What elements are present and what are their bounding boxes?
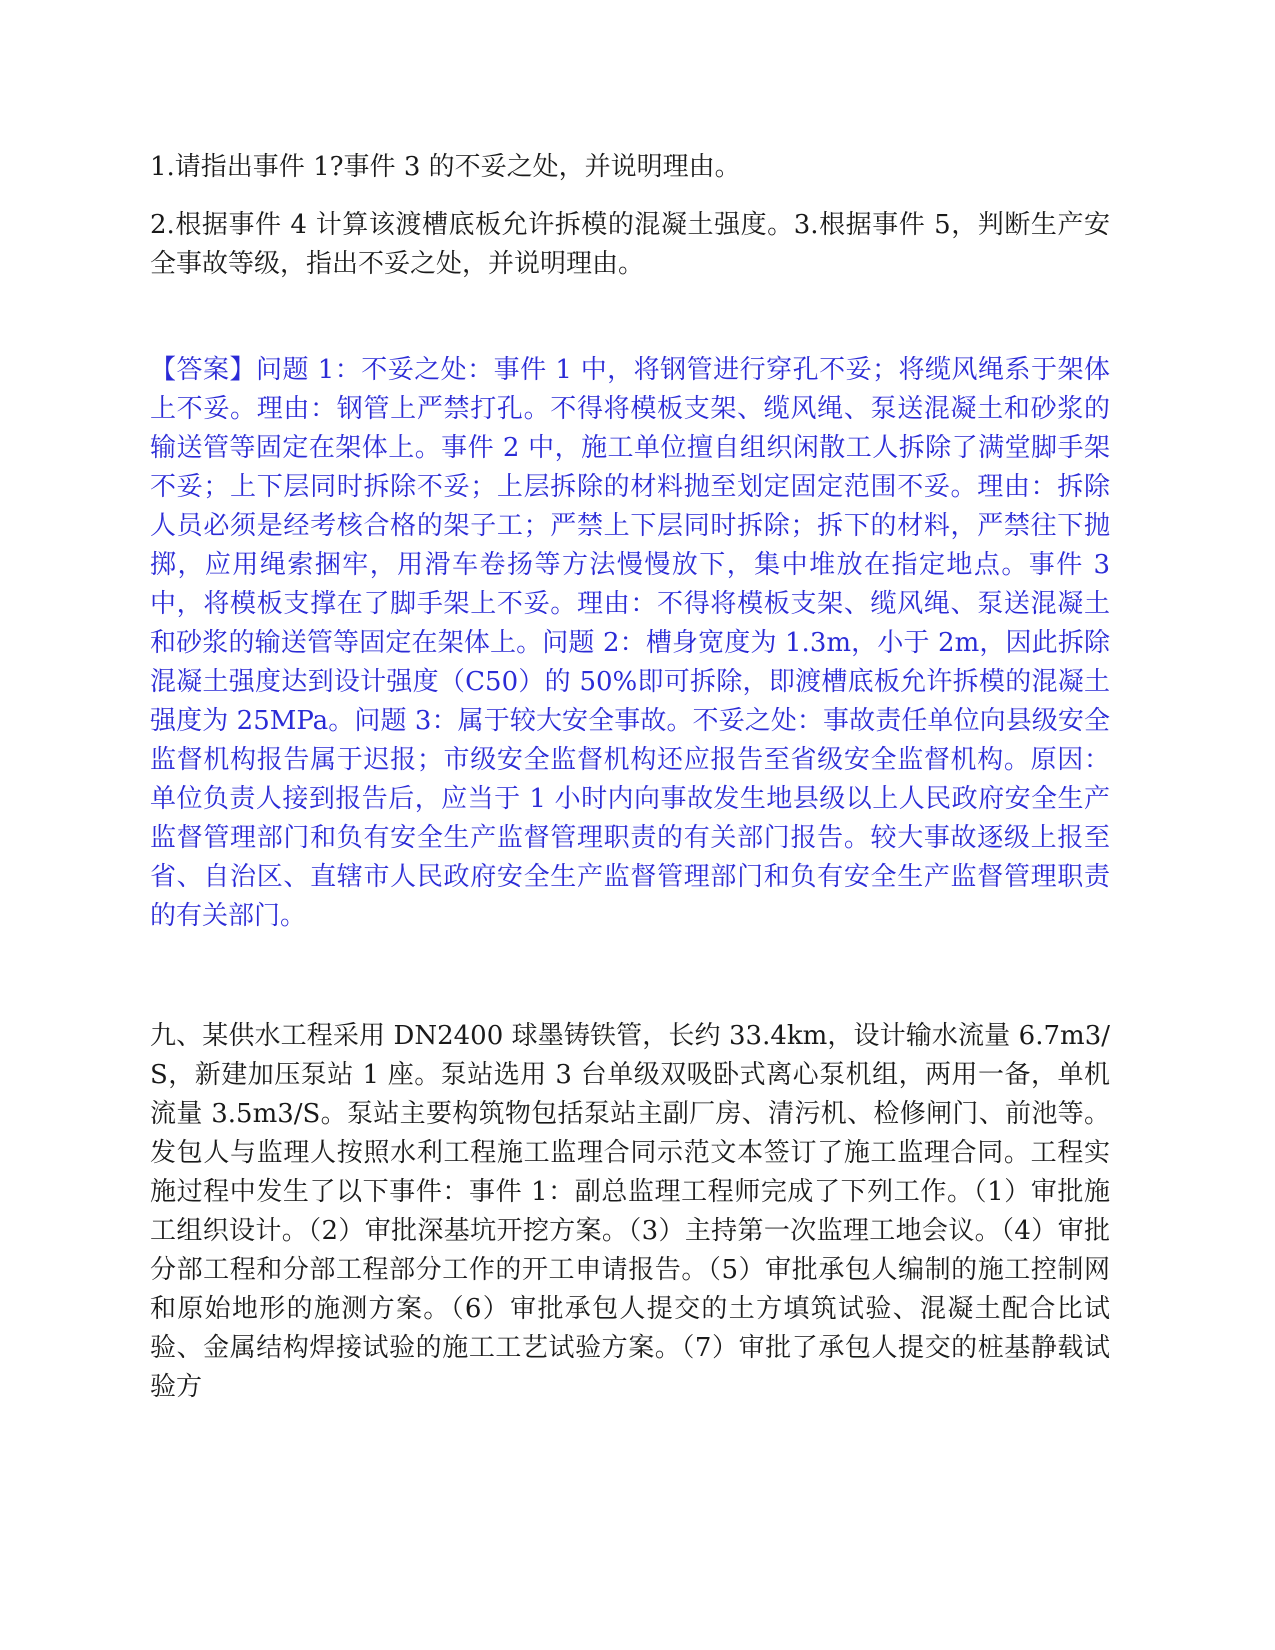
question-nine-text: 九、某供水工程采用 DN2400 球墨铸铁管，长约 33.4km，设计输水流量 6.7m3/S，新建加压泵站 1 座。泵站选用 3 台单级双吸卧式离心泵机组，两用一备，单机流量 3.5m3/S。泵站主要构筑物包括泵站主副厂房、清污机、检修闸门、前池等。发包人与监理人按照水利工程施工监理合同示范文本签订了施工监理合同。工程实施过程中发生了以下事件：事件 1：副总监理工程师完成了下列工作。（1）审批施工组织设计。（2）审批深基坑开挖方案。（3）主持第一次监理工地会议。（4）审批分部工程和分部工程部分工作的开工申请报告。（5）审批承包人编制的施工控制网和原始地形的施测方案。（6）审批承包人提交的土方填筑试验、混凝土配合比试验、金属结构焊接试验的施工工艺试验方案。（7）审批了承包人提交的桩基静载试验方 (150, 1021, 1110, 1402)
answer-text: 【答案】问题 1：不妥之处：事件 1 中，将钢管进行穿孔不妥；将缆风绳系于架体上不妥。理由：钢管上严禁打孔。不得将模板支架、缆风绳、泵送混凝土和砂浆的输送管等固定在架体上。事件 2 中，施工单位擅自组织闲散工人拆除了满堂脚手架不妥；上下层同时拆除不妥；上层拆除的材料抛至划定固定范围不妥。理由：拆除人员必须是经考核合格的架子工；严禁上下层同时拆除；拆下的材料，严禁往下抛掷，应用绳索捆牢，用滑车卷扬等方法慢慢放下，集中堆放在指定地点。事件 3 中，将模板支撑在了脚手架上不妥。理由：不得将模板支架、缆风绳、泵送混凝土和砂浆的输送管等固定在架体上。问题 2：槽身宽度为 1.3m，小于 2m，因此拆除混凝土强度达到设计强度（C50）的 50%即可拆除，即渡槽底板允许拆模的混凝土强度为 25MPa。问题 3：属于较大安全事故。不妥之处：事故责任单位向县级安全监督机构报告属于迟报；市级安全监督机构还应报告至省级安全监督机构。原因：单位负责人接到报告后，应当于 1 小时内向事故发生地县级以上人民政府安全生产监督管理部门和负有安全生产监督管理职责的有关部门报告。较大事故逐级上报至省、自治区、直辖市人民政府安全生产监督管理部门和负有安全生产监督管理职责的有关部门。 (150, 355, 1110, 931)
question-1-text: 1.请指出事件 1?事件 3 的不妥之处，并说明理由。 (150, 152, 741, 182)
question-2-3-text: 2.根据事件 4 计算该渡槽底板允许拆模的混凝土强度。3.根据事件 5，判断生产安全事故等级，指出不妥之处，并说明理由。 (150, 210, 1110, 279)
